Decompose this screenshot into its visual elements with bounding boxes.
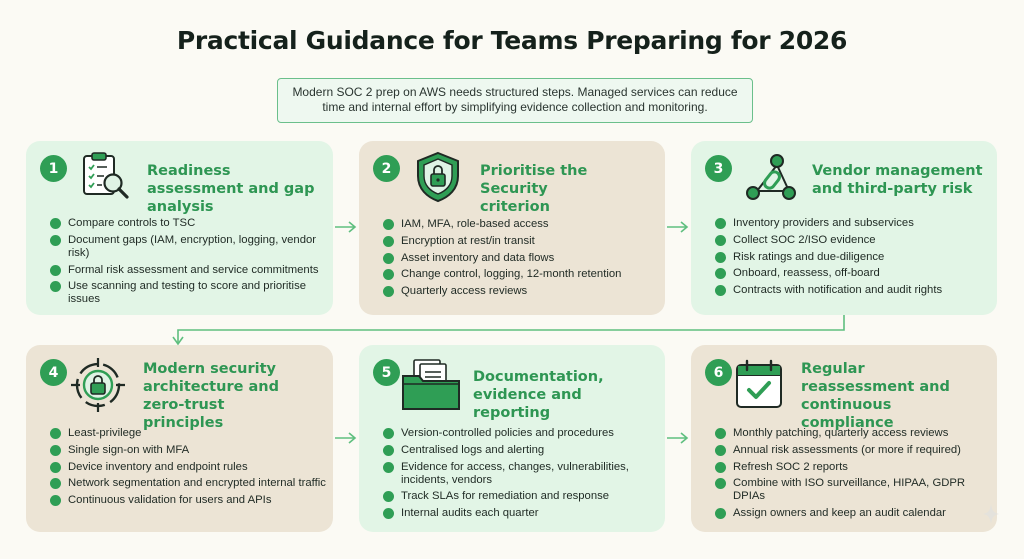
- shield-lock-icon: [412, 150, 464, 209]
- step-card-2: [359, 141, 665, 315]
- list-item: Assign owners and keep an audit calendar: [715, 507, 995, 520]
- list-item: Collect SOC 2/ISO evidence: [715, 234, 990, 247]
- list-item: Refresh SOC 2 reports: [715, 461, 995, 474]
- step-title: Vendor management and third-party risk: [812, 163, 983, 197]
- list-item: Compare controls to TSC: [50, 217, 330, 230]
- step-card-3: [691, 141, 997, 315]
- step-title: Prioritise the Security criterion: [480, 163, 588, 215]
- step-bullets: [50, 427, 330, 511]
- page-title: Practical Guidance for Teams Preparing for 2026: [176, 26, 848, 55]
- list-item: Inventory providers and subservices: [715, 217, 990, 230]
- step-title: Regular reassessment and continuous compliance: [801, 361, 950, 431]
- step-card-5: [359, 345, 665, 532]
- list-item: Contracts with notification and audit rights: [715, 284, 990, 297]
- step-bullets: [715, 427, 995, 524]
- folder-documents-icon: [400, 358, 462, 419]
- list-item: Single sign-on with MFA: [50, 444, 330, 457]
- target-lock-icon: [69, 356, 127, 419]
- list-item: Continuous validation for users and APIs: [50, 494, 330, 507]
- list-item: Internal audits each quarter: [383, 507, 658, 520]
- list-item: Track SLAs for remediation and response: [383, 490, 658, 503]
- list-item: IAM, MFA, role-based access: [383, 218, 658, 231]
- sparkle-icon: [982, 503, 1000, 525]
- list-item: Evidence for access, changes, vulnerabilities, incidents, vendors: [383, 461, 658, 487]
- list-item: Least-privilege: [50, 427, 330, 440]
- step-title: Readiness assessment and gap analysis: [147, 163, 315, 215]
- step-bullets: [383, 218, 658, 302]
- list-item: Network segmentation and encrypted internal traffic: [50, 477, 330, 490]
- arrow-right-icon: [333, 431, 359, 445]
- connector-arrow-icon: [170, 314, 850, 346]
- list-item: Document gaps (IAM, encryption, logging, vendor risk): [50, 234, 330, 260]
- step-number-badge: 4: [40, 359, 67, 386]
- step-number-badge: 6: [705, 359, 732, 386]
- step-number-badge: 1: [40, 155, 67, 182]
- step-bullets: [383, 427, 658, 524]
- list-item: Version-controlled policies and procedures: [383, 427, 658, 440]
- network-link-icon: [743, 151, 799, 210]
- step-number-badge: 2: [373, 155, 400, 182]
- clipboard-magnifier-icon: [78, 150, 132, 209]
- list-item: Monthly patching, quarterly access reviews: [715, 427, 995, 440]
- list-item: Encryption at rest/in transit: [383, 235, 658, 248]
- intro-box: Modern SOC 2 prep on AWS needs structured steps. Managed services can reduce time and internal effort by simplifying evidence collection and monitoring.: [277, 78, 753, 123]
- arrow-right-icon: [665, 220, 691, 234]
- step-bullets: [715, 217, 990, 301]
- list-item: Risk ratings and due-diligence: [715, 251, 990, 264]
- list-item: Change control, logging, 12-month retention: [383, 268, 658, 281]
- arrow-right-icon: [665, 431, 691, 445]
- arrow-right-icon: [333, 220, 359, 234]
- step-card-4: [26, 345, 333, 532]
- list-item: Use scanning and testing to score and prioritise issues: [50, 280, 330, 306]
- step-card-1: [26, 141, 333, 315]
- calendar-check-icon: [734, 358, 784, 415]
- list-item: Asset inventory and data flows: [383, 252, 658, 265]
- list-item: Device inventory and endpoint rules: [50, 461, 330, 474]
- step-title: Documentation, evidence and reporting: [473, 369, 604, 421]
- step-title: Modern security architecture and zero-trust principles: [143, 361, 279, 431]
- list-item: Quarterly access reviews: [383, 285, 658, 298]
- list-item: Combine with ISO surveillance, HIPAA, GDPR DPIAs: [715, 477, 995, 503]
- list-item: Annual risk assessments (or more if required): [715, 444, 995, 457]
- step-number-badge: 3: [705, 155, 732, 182]
- step-card-6: [691, 345, 997, 532]
- list-item: Formal risk assessment and service commitments: [50, 264, 330, 277]
- list-item: Centralised logs and alerting: [383, 444, 658, 457]
- list-item: Onboard, reassess, off-board: [715, 267, 990, 280]
- step-number-badge: 5: [373, 359, 400, 386]
- step-bullets: [50, 217, 330, 310]
